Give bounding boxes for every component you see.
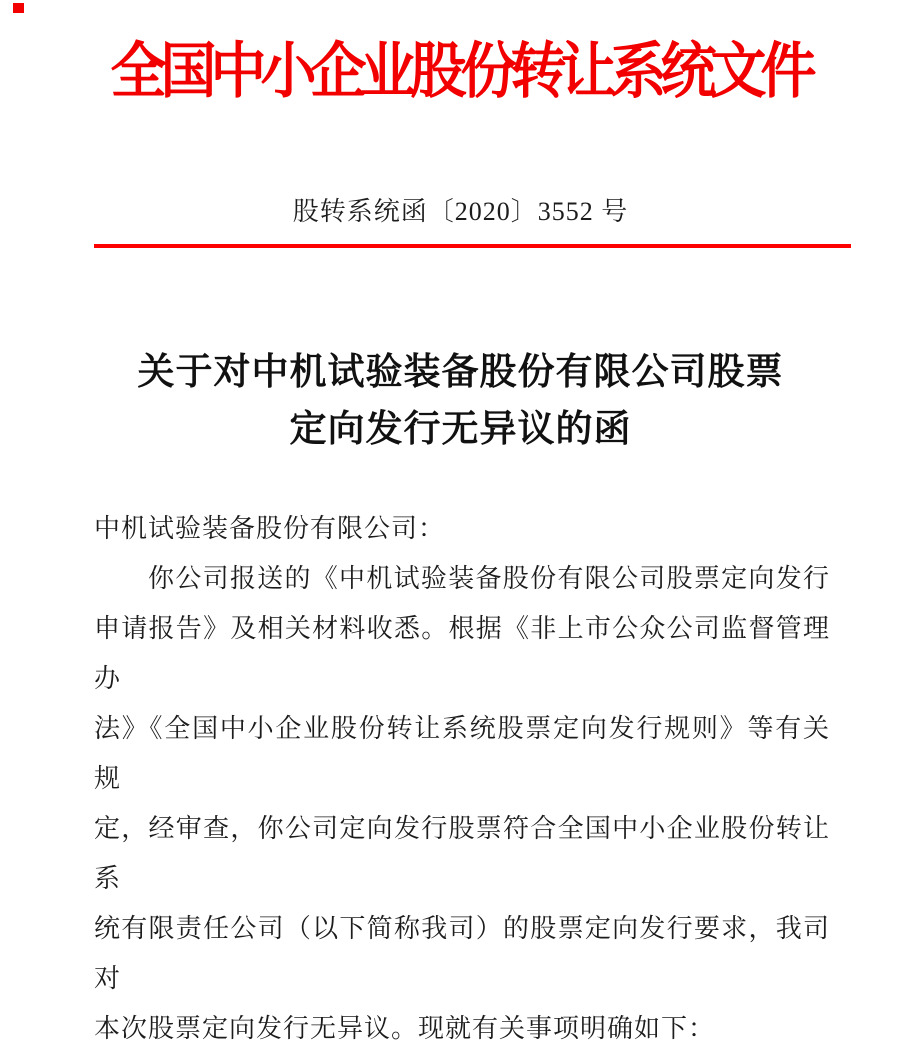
masthead-title: 全国中小企业股份转让系统文件 bbox=[110, 38, 811, 106]
paragraph-line: 你公司报送的《中机试验装备股份有限公司股票定向发行 bbox=[148, 564, 830, 593]
red-divider-rule bbox=[94, 244, 851, 248]
salutation-line: 中机试验装备股份有限公司： bbox=[94, 514, 446, 543]
paragraph bbox=[94, 554, 830, 1054]
paragraph-line: 统有限责任公司（以下简称我司）的股票定向发行要求，我司对 bbox=[94, 914, 830, 993]
document-number: 股转系统函〔2020〕3552 号 bbox=[292, 197, 629, 226]
document-heading bbox=[0, 344, 921, 458]
paragraph-line: 申请报告》及相关材料收悉。根据《非上市公众公司监督管理办 bbox=[94, 614, 830, 693]
heading-line-1: 关于对中机试验装备股份有限公司股票 bbox=[137, 352, 784, 393]
heading-line-2: 定向发行无异议的函 bbox=[289, 409, 632, 450]
paragraph-line: 定，经审查，你公司定向发行股票符合全国中小企业股份转让系 bbox=[94, 814, 830, 893]
body-text bbox=[94, 504, 830, 1054]
paragraph-line: 法》《全国中小企业股份转让系统股票定向发行规则》等有关规 bbox=[94, 714, 830, 793]
paragraph-line: 本次股票定向发行无异议。现就有关事项明确如下： bbox=[94, 1014, 716, 1043]
corner-red-mark bbox=[13, 3, 24, 13]
